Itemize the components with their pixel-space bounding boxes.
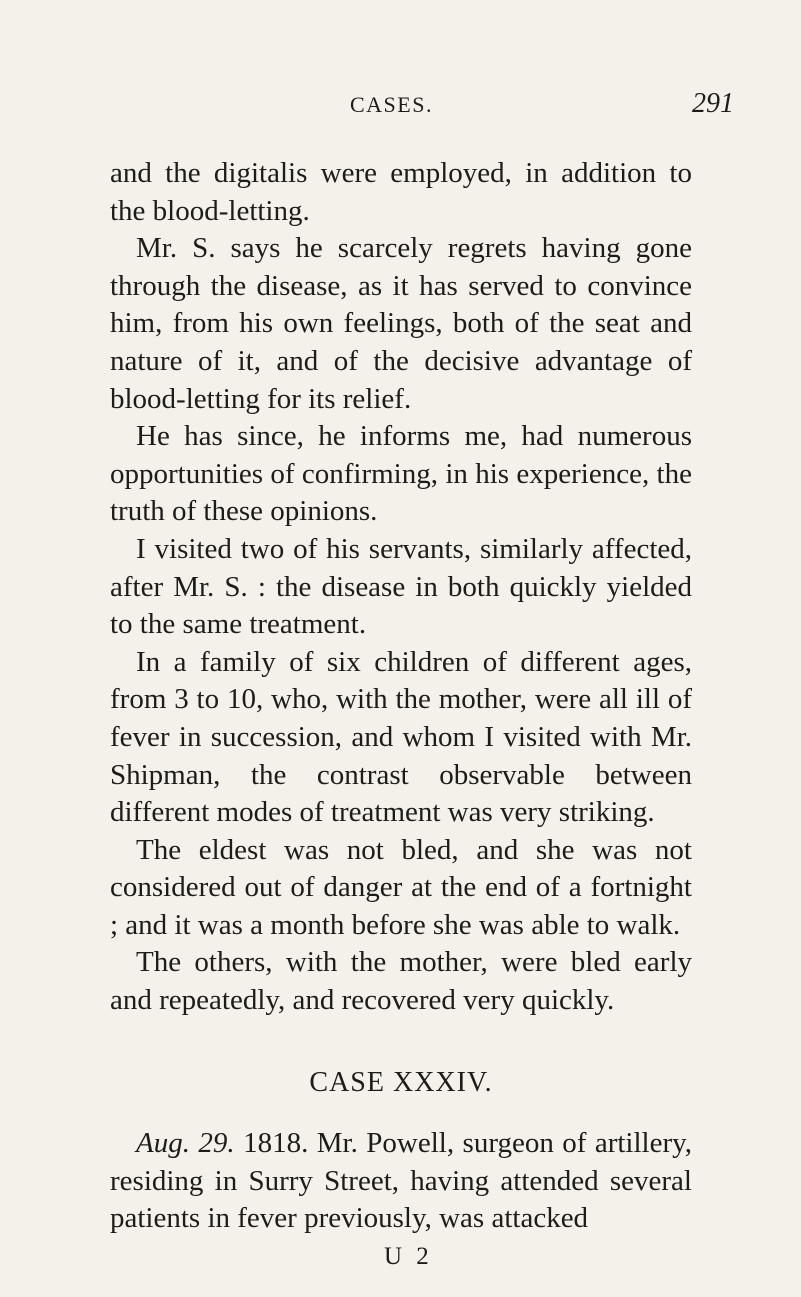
paragraph: I visited two of his servants, similarly affected, after Mr. S. : the disease in both quickly yielded to the same treatment. — [110, 532, 692, 641]
case-paragraph — [110, 1125, 692, 1238]
page-header — [0, 88, 801, 122]
paragraph: The others, with the mother, were bled early and repeatedly, and recovered very quickly. — [110, 946, 692, 1017]
paragraph: Mr. S. says he scarcely regrets having gone through the disease, as it has served to convince him, from his own feelings, both of the seat and nature of it, and of the decisive advantage of blood-letting for its relief. — [110, 232, 692, 415]
body-text — [110, 155, 692, 1238]
paragraph: In a family of six children of different ages, from 3 to 10, who, with the mother, were all ill of fever in succession, and whom I visited with Mr. Shipman, the contrast observable between different modes of treatment was very striking. — [110, 645, 692, 829]
case-text: 1818. Mr. Powell, surgeon of artillery, residing in Surry Street, having attended several patients in fever previously, was attacked — [110, 1127, 692, 1235]
paragraph: The eldest was not bled, and she was not considered out of danger at the end of a fortnight ; and it was a month before she was able to walk. — [110, 833, 692, 941]
paragraph: He has since, he informs me, had numerous opportunities of confirming, in his experience, the truth of these opinions. — [110, 420, 692, 528]
case-date: Aug. 29. — [136, 1127, 235, 1160]
paragraph: and the digitalis were employed, in addition to the blood-letting. — [110, 157, 692, 227]
page-number: 291 — [692, 88, 734, 119]
running-head: CASES. — [350, 92, 433, 117]
case-heading: CASE XXXIV. — [309, 1066, 493, 1098]
signature-mark: U 2 — [384, 1243, 433, 1270]
